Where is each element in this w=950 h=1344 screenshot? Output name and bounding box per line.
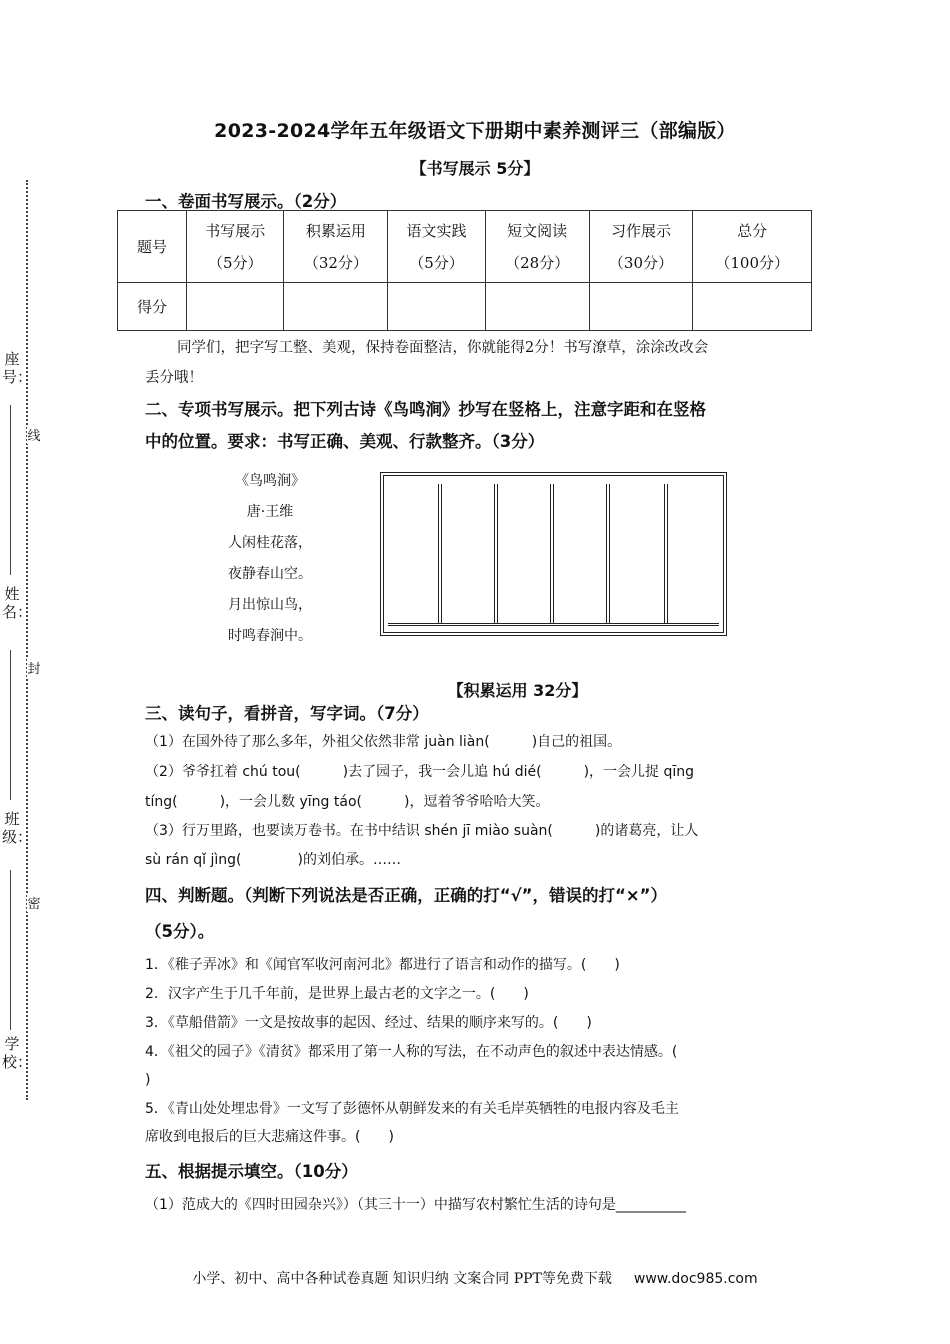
cut-mark-seal: 封 [27, 658, 41, 677]
cut-mark-secret: 密 [27, 893, 41, 912]
class-underline [10, 870, 11, 1030]
part3-q2-line1: （2）爷爷扛着 chú tou( )去了园子，我一会儿追 hú dié( )，一会儿捉 qīng [145, 764, 695, 780]
name-label: 姓名： [2, 585, 33, 621]
poem-block [200, 466, 340, 652]
part3-heading: 三、读句子，看拼音，写字词。（7分） [145, 704, 429, 723]
grid-column-divider [438, 484, 442, 624]
part3-q2-line2: tíng( )，一会儿数 yīng táo( )，逗着爷爷哈哈大笑。 [145, 794, 550, 810]
poem-author: 唐·王维 [246, 504, 294, 520]
binding-margin [0, 180, 40, 1100]
part3-q1: （1）在国外待了那么多年，外祖父依然非常 juàn liàn( )自己的祖国。 [145, 734, 622, 750]
part4-item-1: 1．《稚子弄冰》和《闻官军收河南河北》都进行了语言和动作的描写。( ) [145, 957, 620, 973]
footer-text: 小学、初中、高中各种试卷真题 知识归纳 文案合同 PPT等免费下载 [192, 1271, 612, 1287]
part4-item-5: 5．《青山处处埋忠骨》一文写了彭德怀从朝鲜发来的有关毛岸英牺牲的电报内容及毛主 [145, 1101, 679, 1117]
page-title: 2023-2024学年五年级语文下册期中素养测评三（部编版） [214, 120, 736, 142]
class-label: 班级： [2, 810, 33, 846]
score-cell[interactable] [187, 283, 284, 331]
part4-heading-line2: （5分）。 [145, 922, 215, 941]
grid-column-divider [494, 484, 498, 624]
score-cell[interactable] [284, 283, 388, 331]
col-practice: 语文实践 （5分） [388, 211, 485, 283]
score-cell[interactable] [388, 283, 485, 331]
name-underline [10, 650, 11, 800]
footer-url[interactable]: www.doc985.com [633, 1271, 758, 1287]
part2-heading-line1: 二、专项书写展示。把下列古诗《鸟鸣涧》抄写在竖格上，注意字距和在竖格 [145, 400, 706, 419]
school-label: 学校： [2, 1035, 33, 1071]
vertical-writing-grid[interactable] [380, 472, 727, 636]
section-writing-header: 【书写展示 5分】 [410, 159, 540, 178]
part4-item-4: 4．《祖父的园子》《清贫》都采用了第一人称的写法，在不动声色的叙述中表达情感。( [145, 1044, 678, 1060]
part4-item-4-cont: ) [145, 1072, 151, 1088]
part1-heading: 一、卷面书写展示。（2分） [145, 192, 347, 211]
part3-q3-line2: sù rán qǐ jìng( )的刘伯承。…… [145, 852, 401, 868]
col-composition: 习作展示 （30分） [589, 211, 693, 283]
section-accumulation-header: 【积累运用 32分】 [447, 681, 588, 700]
part4-item-5-cont: 席收到电报后的巨大悲痛这件事。( ) [145, 1129, 394, 1145]
row-label: 题号 [118, 211, 187, 283]
poem-line: 时鸣春涧中。 [228, 628, 312, 644]
part4-item-3: 3．《草船借箭》一文是按故事的起因、经过、结果的顺序来写的。( ) [145, 1015, 592, 1031]
cut-mark-line: 线 [27, 425, 41, 444]
score-cell[interactable] [693, 283, 812, 331]
part2-heading-line2: 中的位置。要求：书写正确、美观、行款整齐。（3分） [145, 432, 545, 451]
score-table [117, 210, 812, 331]
score-label: 得分 [118, 283, 187, 331]
col-accumulation: 积累运用 （32分） [284, 211, 388, 283]
seat-label: 座号： [2, 350, 33, 386]
poem-line: 夜静春山空。 [228, 566, 312, 582]
part4-heading-line1: 四、判断题。（判断下列说法是否正确，正确的打“√”，错误的打“×”） [145, 886, 667, 905]
poem-line: 月出惊山鸟， [228, 597, 312, 613]
poem-title: 《鸟鸣涧》 [235, 473, 305, 489]
part1-note-line1: 同学们，把字写工整、美观，保持卷面整洁，你就能得2分！书写潦草，涂涂改改会 [177, 340, 709, 356]
grid-column-divider [664, 484, 668, 624]
score-cell[interactable] [485, 283, 589, 331]
grid-column-divider [550, 484, 554, 624]
part4-item-2: 2．汉字产生于几千年前，是世界上最古老的文字之一。( ) [145, 986, 529, 1002]
grid-column-divider [606, 484, 610, 624]
score-cell[interactable] [589, 283, 693, 331]
seat-underline [10, 405, 11, 575]
part5-q1: （1）范成大的《四时田园杂兴》）（其三十一）中描写农村繁忙生活的诗句是__________ [145, 1197, 686, 1213]
part3-q3-line1: （3）行万里路，也要读万卷书。在书中结识 shén jī miào suàn( )的诸葛亮，让人 [145, 823, 699, 839]
cut-line [26, 180, 28, 1100]
poem-line: 人闲桂花落， [228, 535, 312, 551]
col-reading: 短文阅读 （28分） [485, 211, 589, 283]
page-footer [0, 1268, 950, 1288]
col-writing: 书写展示 （5分） [187, 211, 284, 283]
grid-bottom-line [388, 623, 719, 626]
part1-note-line2: 丢分哦！ [145, 370, 203, 386]
col-total: 总分 （100分） [693, 211, 812, 283]
part5-heading: 五、根据提示填空。（10分） [145, 1162, 358, 1181]
